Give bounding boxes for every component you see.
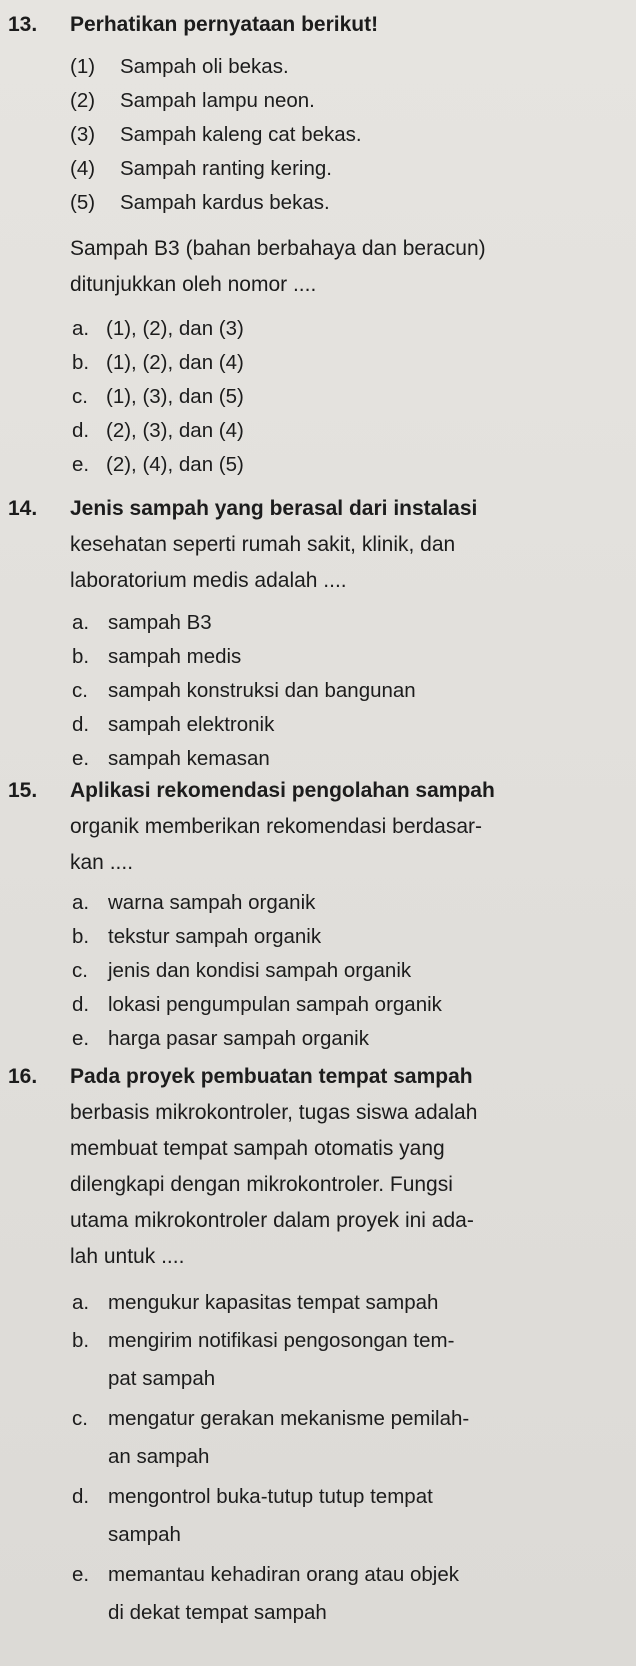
option-letter: b. — [72, 925, 90, 948]
question-text-line: lah untuk .... — [70, 1245, 185, 1268]
question-text-line: laboratorium medis adalah .... — [70, 569, 347, 592]
option-letter: a. — [72, 891, 90, 914]
option-letter: d. — [72, 419, 90, 442]
statement-number: (5) — [70, 191, 96, 214]
option-e[interactable]: (2), (4), dan (5) — [106, 453, 244, 476]
option-d[interactable]: sampah elektronik — [108, 713, 275, 736]
option-letter: e. — [72, 1027, 90, 1050]
statement-number: (4) — [70, 157, 96, 180]
question-text-line: organik memberikan rekomendasi berdasar- — [70, 815, 483, 838]
statement-text: Sampah kaleng cat bekas. — [120, 123, 362, 146]
question-number: 15. — [8, 779, 38, 802]
statement-text: Sampah ranting kering. — [120, 157, 332, 180]
question-text-line: kan .... — [70, 851, 134, 874]
option-e[interactable]: harga pasar sampah organik — [108, 1027, 369, 1050]
question-text-line: berbasis mikrokontroler, tugas siswa adalah — [70, 1101, 478, 1124]
question-text-line: Jenis sampah yang berasal dari instalasi — [70, 497, 478, 520]
question-number: 16. — [8, 1065, 38, 1088]
option-a[interactable]: warna sampah organik — [108, 891, 316, 914]
question-number: 13. — [8, 13, 38, 36]
option-b[interactable]: (1), (2), dan (4) — [106, 351, 244, 374]
question-text-line: Aplikasi rekomendasi pengolahan sampah — [70, 779, 495, 802]
option-letter: b. — [72, 351, 90, 374]
option-b[interactable]: tekstur sampah organik — [108, 925, 322, 948]
statement-text: Sampah kardus bekas. — [120, 191, 330, 214]
option-letter: a. — [72, 317, 90, 340]
question-text-line: ditunjukkan oleh nomor .... — [70, 273, 317, 296]
option-c[interactable]: mengatur gerakan mekanisme pemilah- — [108, 1407, 470, 1430]
question-text-line: dilengkapi dengan mikrokontroler. Fungsi — [70, 1173, 453, 1196]
option-d[interactable]: (2), (3), dan (4) — [106, 419, 244, 442]
option-e-continuation[interactable]: di dekat tempat sampah — [108, 1601, 327, 1624]
option-letter: e. — [72, 453, 90, 476]
option-letter: a. — [72, 611, 90, 634]
statement-number: (3) — [70, 123, 96, 146]
option-letter: d. — [72, 1485, 90, 1508]
option-a[interactable]: (1), (2), dan (3) — [106, 317, 244, 340]
question-text-line: utama mikrokontroler dalam proyek ini ada- — [70, 1209, 474, 1232]
option-letter: e. — [72, 1563, 90, 1586]
option-a[interactable]: mengukur kapasitas tempat sampah — [108, 1291, 439, 1314]
question-text-line: membuat tempat sampah otomatis yang — [70, 1137, 445, 1160]
option-b-continuation[interactable]: pat sampah — [108, 1367, 216, 1390]
statement-text: Sampah lampu neon. — [120, 89, 315, 112]
option-letter: d. — [72, 713, 90, 736]
option-letter: c. — [72, 679, 88, 702]
option-a[interactable]: sampah B3 — [108, 611, 212, 634]
statement-text: Sampah oli bekas. — [120, 55, 289, 78]
option-c-continuation[interactable]: an sampah — [108, 1445, 210, 1468]
option-letter: b. — [72, 645, 90, 668]
option-letter: c. — [72, 1407, 88, 1430]
option-letter: c. — [72, 959, 88, 982]
option-d-continuation[interactable]: sampah — [108, 1523, 181, 1546]
option-b[interactable]: mengirim notifikasi pengosongan tem- — [108, 1329, 455, 1352]
option-letter: d. — [72, 993, 90, 1016]
question-text-line: Sampah B3 (bahan berbahaya dan beracun) — [70, 237, 486, 260]
statement-number: (1) — [70, 55, 96, 78]
question-text-line: Pada proyek pembuatan tempat sampah — [70, 1065, 473, 1088]
option-d[interactable]: lokasi pengumpulan sampah organik — [108, 993, 442, 1016]
option-e[interactable]: sampah kemasan — [108, 747, 270, 770]
option-c[interactable]: (1), (3), dan (5) — [106, 385, 244, 408]
option-letter: c. — [72, 385, 88, 408]
option-letter: b. — [72, 1329, 90, 1352]
option-letter: e. — [72, 747, 90, 770]
question-title: Perhatikan pernyataan berikut! — [70, 13, 379, 36]
option-b[interactable]: sampah medis — [108, 645, 242, 668]
question-text-line: kesehatan seperti rumah sakit, klinik, dan — [70, 533, 456, 556]
option-letter: a. — [72, 1291, 90, 1314]
option-c[interactable]: sampah konstruksi dan bangunan — [108, 679, 416, 702]
option-d[interactable]: mengontrol buka-tutup tutup tempat — [108, 1485, 433, 1508]
option-e[interactable]: memantau kehadiran orang atau objek — [108, 1563, 460, 1586]
option-c[interactable]: jenis dan kondisi sampah organik — [108, 959, 412, 982]
statement-number: (2) — [70, 89, 96, 112]
question-number: 14. — [8, 497, 38, 520]
